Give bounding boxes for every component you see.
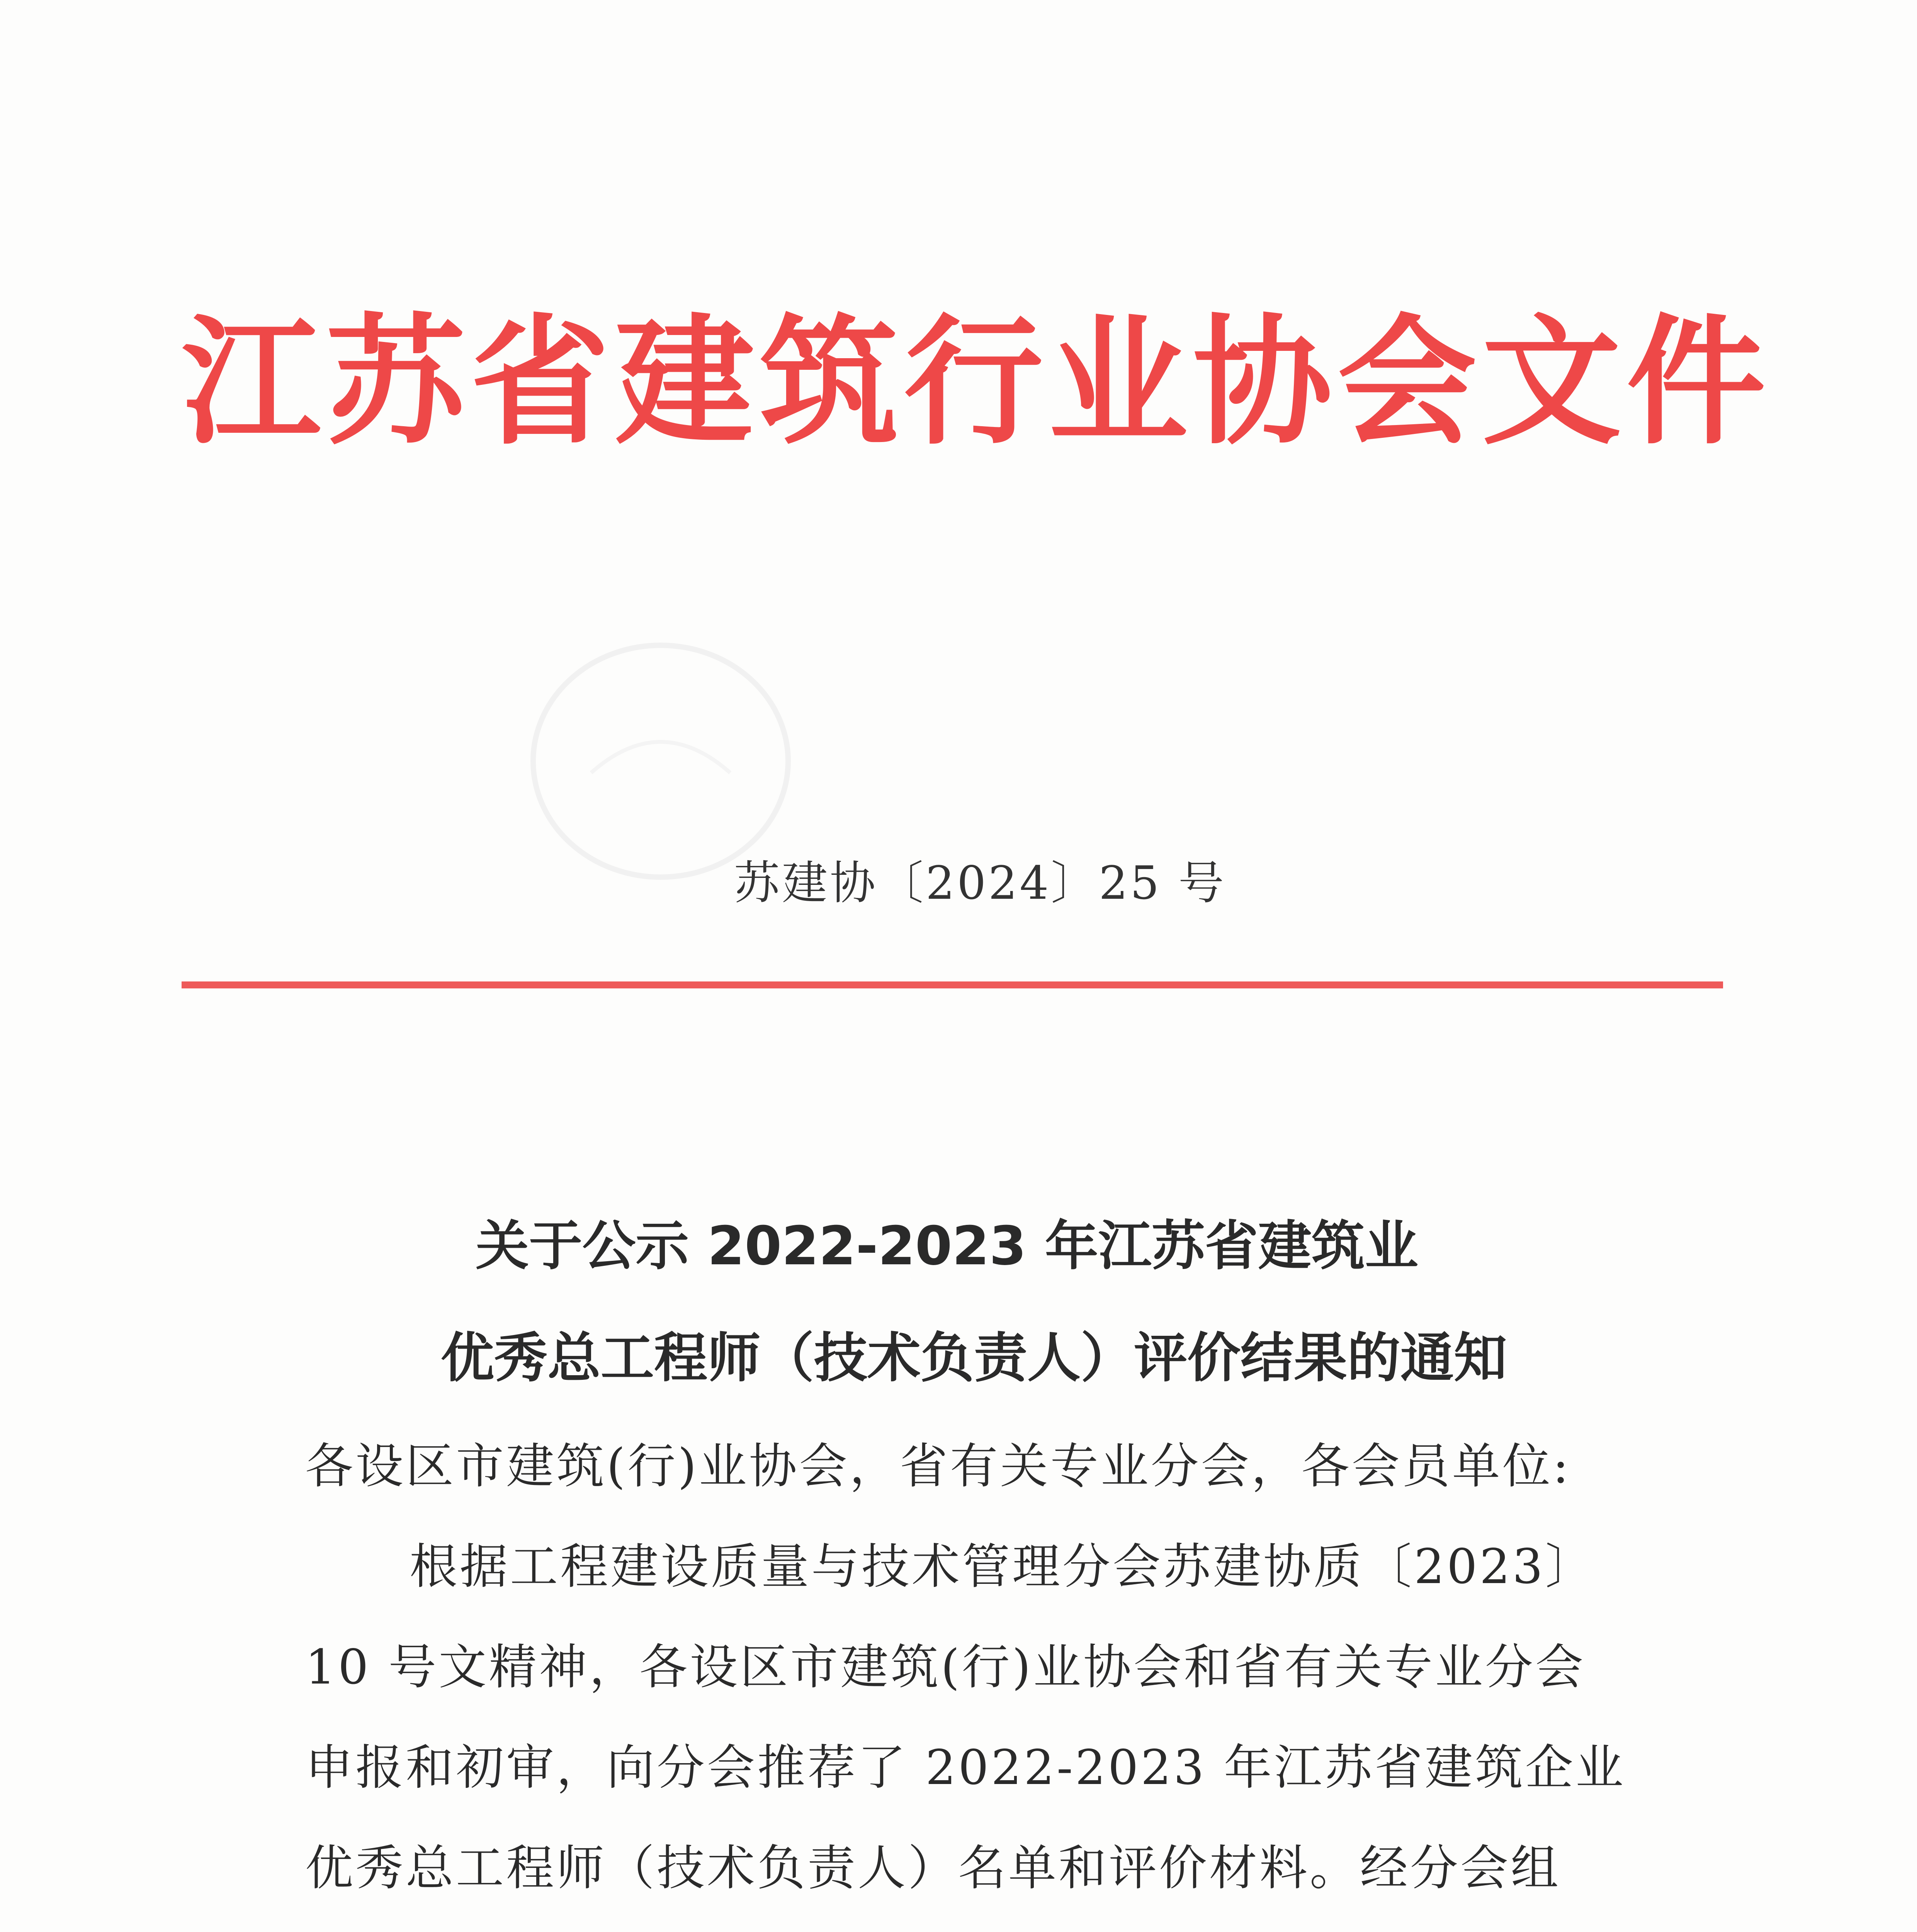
body-line: 根据工程建设质量与技术管理分会苏建协质〔2023〕 xyxy=(410,1539,1596,1595)
salutation: 各设区市建筑(行)业协会，省有关专业分会，各会员单位: xyxy=(305,1439,1571,1494)
body-line: 优秀总工程师（技术负责人）名单和评价材料。经分会组 xyxy=(305,1840,1561,1896)
document-number: 苏建协〔2024〕25 号 xyxy=(734,856,1226,910)
header-divider xyxy=(182,981,1723,988)
org-header-title: 江苏省建筑行业协会文件 xyxy=(182,301,1771,463)
notice-title-line-2: 优秀总工程师（技术负责人）评价结果的通知 xyxy=(440,1327,1507,1389)
body-line: 10 号文精神，各设区市建筑(行)业协会和省有关专业分会 xyxy=(305,1639,1586,1695)
notice-title-line-1: 关于公示 2022-2023 年江苏省建筑业 xyxy=(476,1215,1418,1277)
body-line: 申报和初审，向分会推荐了 2022-2023 年江苏省建筑企业 xyxy=(305,1740,1626,1796)
